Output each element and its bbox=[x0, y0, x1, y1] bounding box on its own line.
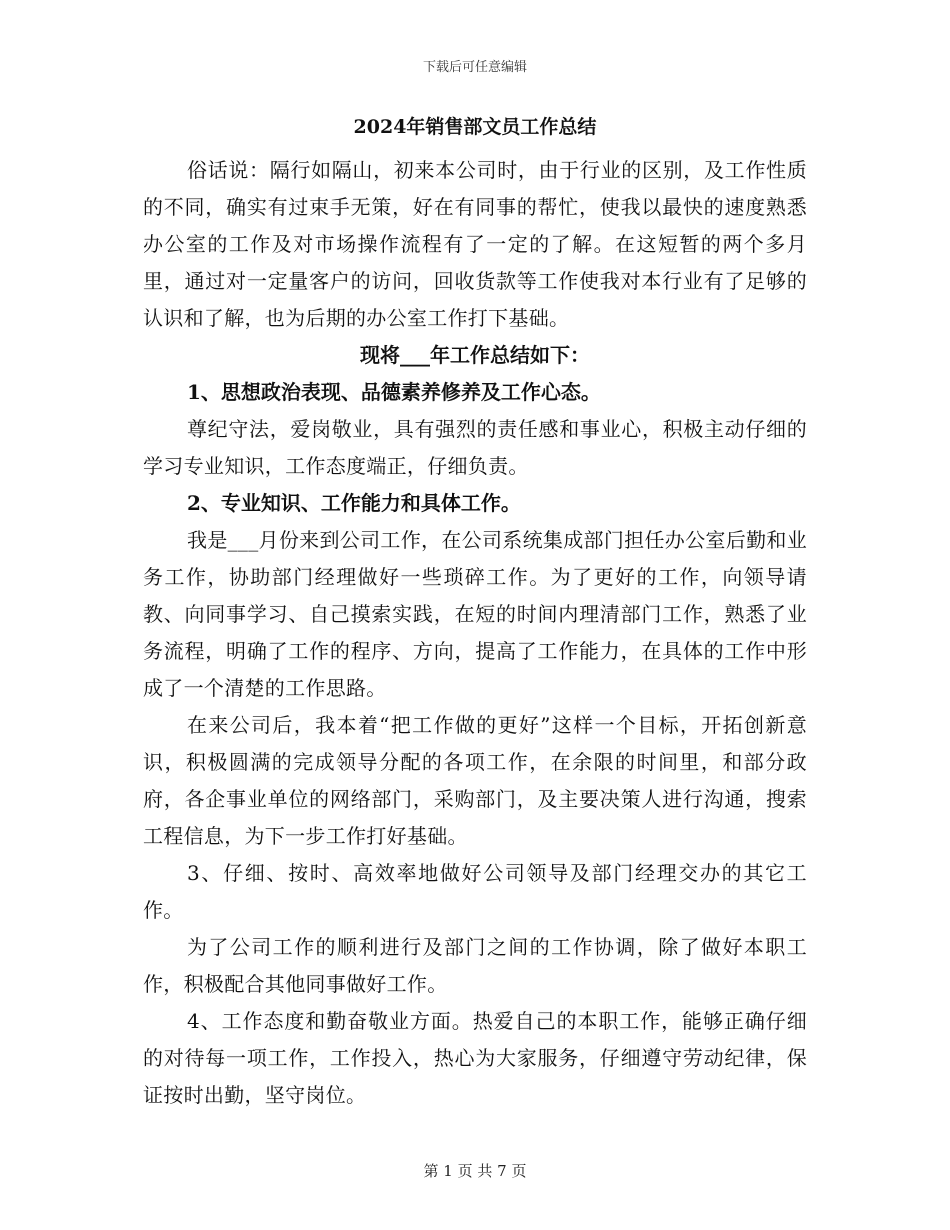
document-title: 2024年销售部文员工作总结 bbox=[353, 116, 597, 138]
page-footer: 第 1 页 共 7 页 bbox=[423, 1162, 527, 1180]
intro-paragraph: 俗话说：隔行如隔山，初来本公司时，由于行业的区别，及工作性质的不同，确实有过束手无策，好在有同事的帮忙，使我以最快的速度熟悉办公室的工作及对市场操作流程有了一定的了解。在这短暂的两个多月里，通过对一定量客户的访问，回收货款等工作使我对本行业有了足够的认识和了解，也为后期的办公室工作打下基础。 bbox=[143, 158, 807, 330]
section-paragraph-1: 尊纪守法，爱岗敬业，具有强烈的责任感和事业心，积极主动仔细的学习专业知识，工作态度端正，仔细负责。 bbox=[143, 417, 807, 478]
section-paragraph-3: 为了公司工作的顺利进行及部门之间的工作协调，除了做好本职工作，积极配合其他同事做好工作。 bbox=[143, 935, 807, 996]
section-paragraph-4: 4、工作态度和勤奋敬业方面。热爱自己的本职工作，能够正确仔细的对待每一项工作，工作投入，热心为大家服务，仔细遵守劳动纪律，保证按时出勤，坚守岗位。 bbox=[143, 1009, 807, 1107]
section-heading-2: 2、专业知识、工作能力和具体工作。 bbox=[187, 491, 521, 515]
section-paragraph-2b: 在来公司后，我本着“把工作做的更好”这样一个目标，开拓创新意识，积极圆满的完成领导分配的各项工作，在余限的时间里，和部分政府，各企事业单位的网络部门，采购部门，及主要决策人进行沟通，搜索工程信息，为下一步工作打好基础。 bbox=[143, 713, 807, 848]
summary-lead: 现将___年工作总结如下： bbox=[360, 343, 590, 367]
document-body bbox=[143, 114, 807, 1114]
section-paragraph-3-heading: 3、仔细、按时、高效率地做好公司领导及部门经理交办的其它工作。 bbox=[143, 861, 807, 922]
section-heading-1: 1、思想政治表现、品德素养修养及工作心态。 bbox=[187, 380, 601, 404]
header-note: 下载后可任意编辑 bbox=[422, 60, 527, 75]
section-paragraph-2a: 我是___月份来到公司工作，在公司系统集成部门担任办公室后勤和业务工作，协助部门经理做好一些琐碎工作。为了更好的工作，向领导请教、向同事学习、自己摸索实践，在短的时间内理清部门工作，熟悉了业务流程，明确了工作的程序、方向，提高了工作能力，在具体的工作中形成了一个清楚的工作思路。 bbox=[143, 528, 807, 700]
